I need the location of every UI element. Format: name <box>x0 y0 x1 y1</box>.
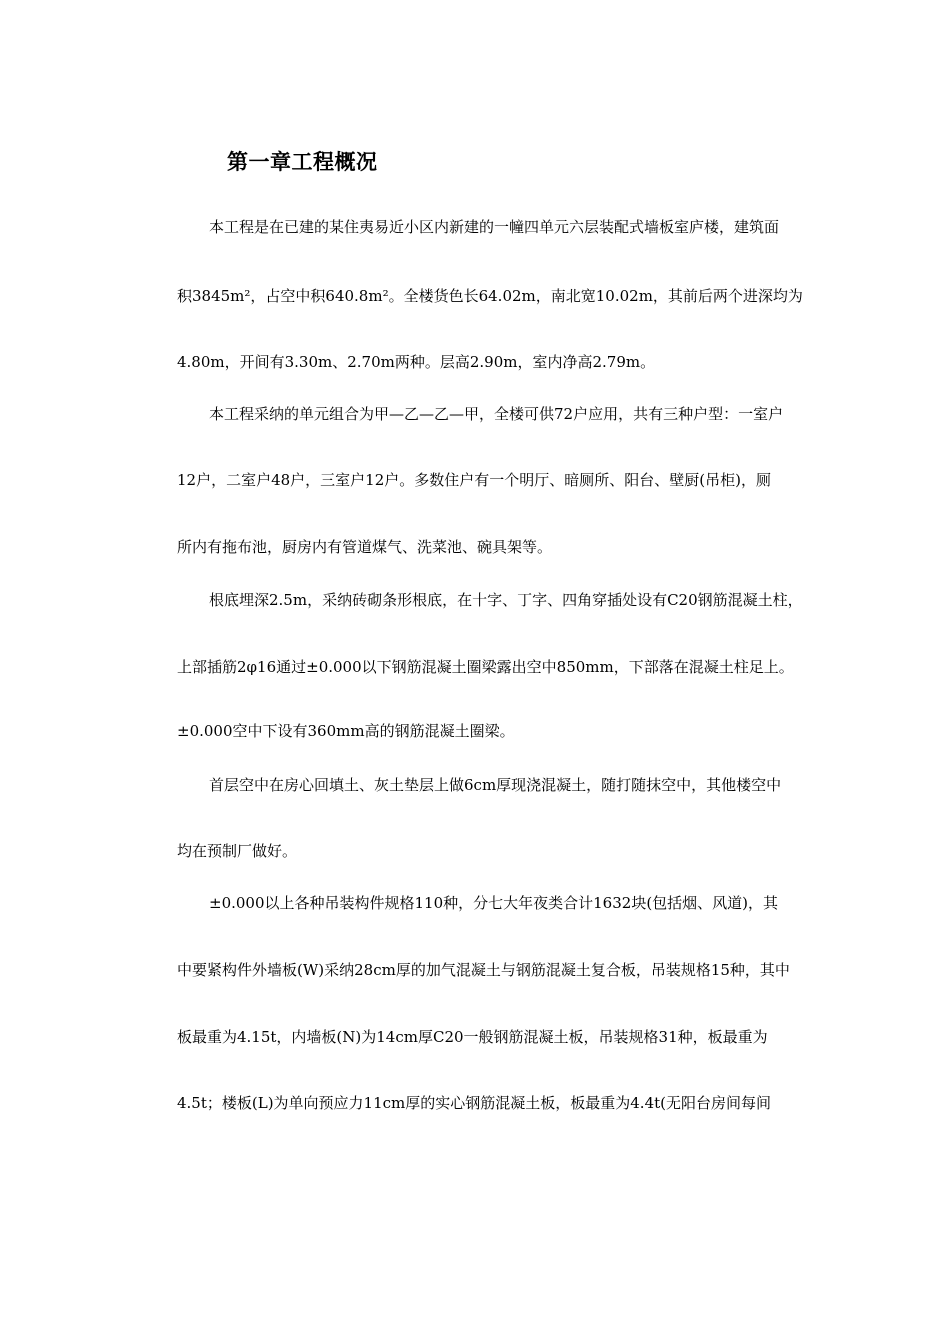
paragraph-line: 根底埋深2.5m，采纳砖砌条形根底，在十字、丁字、四角穿插处设有C20钢筋混凝土柱， <box>209 591 803 609</box>
paragraph-line: 上部插筋2φ16通过±0.000以下钢筋混凝土圈梁露出空中850mm，下部落在混凝土柱足上。 <box>177 658 794 676</box>
paragraph-line: 所内有拖布池，厨房内有管道煤气、洗菜池、碗具架等。 <box>177 538 553 556</box>
paragraph-line: 本工程是在已建的某住夷易近小区内新建的一幢四单元六层装配式墙板室庐楼，建筑面 <box>209 218 780 236</box>
paragraph-line: 4.80m，开间有3.30m、2.70m两种。层高2.90m，室内净高2.79m。 <box>177 353 656 371</box>
paragraph-line: 均在预制厂做好。 <box>177 842 298 860</box>
paragraph-line: 本工程采纳的单元组合为甲—乙—乙—甲，全楼可供72户应用，共有三种户型：一室户 <box>209 405 784 423</box>
paragraph-line: 板最重为4.15t，内墙板(N)为14cm厚C20一般钢筋混凝土板，吊装规格31种，板最重为 <box>177 1028 768 1046</box>
paragraph-line: 积3845m²，占空中积640.8m²。全楼货色长64.02m，南北宽10.02m，其前后两个进深均为 <box>177 287 803 305</box>
chapter-title: 第一章工程概况 <box>227 150 378 174</box>
paragraph-line: ±0.000空中下设有360mm高的钢筋混凝土圈梁。 <box>177 722 515 740</box>
paragraph-line: 中要紧构件外墙板(W)采纳28cm厚的加气混凝土与钢筋混凝土复合板，吊装规格15种，其中 <box>177 961 790 979</box>
paragraph-line: 4.5t；楼板(L)为单向预应力11cm厚的实心钢筋混凝土板，板最重为4.4t(无阳台房间每间 <box>177 1094 771 1112</box>
paragraph-line: ±0.000以上各种吊装构件规格110种，分七大年夜类合计1632块(包括烟、风道)，其 <box>209 894 779 912</box>
paragraph-line: 首层空中在房心回填土、灰土垫层上做6cm厚现浇混凝土，随打随抹空中，其他楼空中 <box>209 776 782 794</box>
paragraph-line: 12户，二室户48户，三室户12户。多数住户有一个明厅、暗厕所、阳台、壁厨(吊柜)，厕 <box>177 471 771 489</box>
